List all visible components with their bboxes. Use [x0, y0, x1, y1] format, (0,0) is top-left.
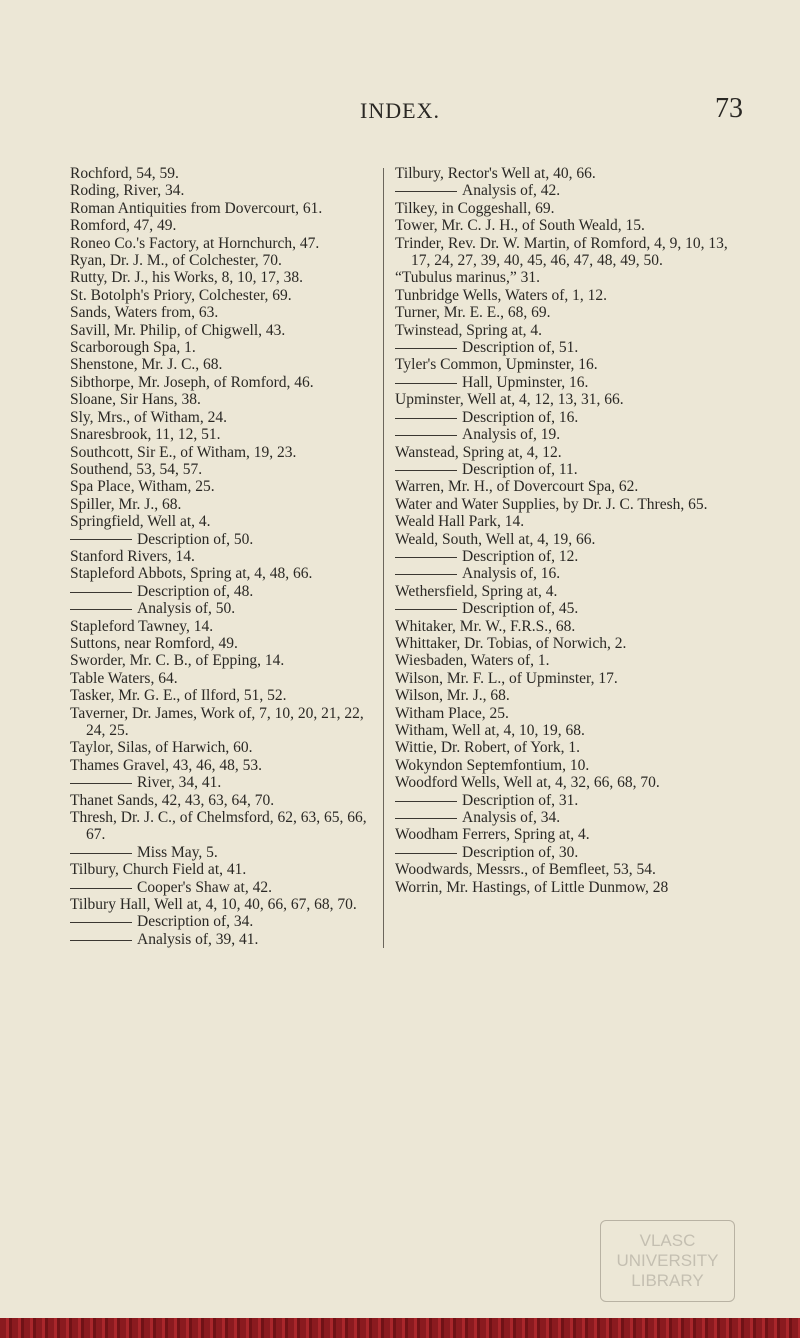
- ditto-dash: [395, 470, 457, 471]
- index-entry-text: Stapleford Abbots, Spring at, 4, 48, 66.: [70, 565, 313, 583]
- index-entry-text: Tilbury Hall, Well at, 4, 10, 40, 66, 67, 68, 70.: [70, 896, 357, 914]
- index-entry-text: Ryan, Dr. J. M., of Colchester, 70.: [70, 252, 282, 270]
- index-entry-text: Tasker, Mr. G. E., of Ilford, 51, 52.: [70, 687, 287, 705]
- ditto-dash: [395, 383, 457, 384]
- index-entry: [395, 426, 740, 443]
- index-entry-text: Analysis of, 39, 41.: [137, 930, 259, 948]
- index-entry-text: Tilbury, Rector's Well at, 40, 66.: [395, 165, 596, 182]
- index-entry-text: Description of, 34.: [137, 913, 254, 931]
- column-divider: [383, 168, 384, 948]
- index-entry-text: Sands, Waters from, 63.: [70, 304, 219, 322]
- index-entry: [70, 600, 370, 617]
- index-entry: [395, 409, 740, 426]
- index-entry: [395, 200, 740, 217]
- ditto-dash: [395, 853, 457, 854]
- index-entry-text: Analysis of, 19.: [462, 426, 561, 444]
- index-entry-text: Description of, 12.: [462, 547, 579, 565]
- index-entry: [70, 565, 370, 582]
- index-entry-text: Weald, South, Well at, 4, 19, 66.: [395, 530, 596, 548]
- index-entry-text: Taverner, Dr. James, Work of, 7, 10, 20, 21, 22, 24, 25.: [70, 704, 364, 739]
- index-entry: [70, 235, 370, 252]
- index-entry-text: Thames Gravel, 43, 46, 48, 53.: [70, 756, 262, 774]
- index-entry: [395, 739, 740, 756]
- ditto-dash: [395, 418, 457, 419]
- binding-edge: [0, 1318, 800, 1338]
- index-entry: [70, 531, 370, 548]
- index-entry: [70, 200, 370, 217]
- index-entry: [395, 809, 740, 826]
- index-entry-text: Worrin, Mr. Hastings, of Little Dunmow, 28: [395, 878, 669, 896]
- index-entry-text: Savill, Mr. Philip, of Chigwell, 43.: [70, 321, 286, 339]
- index-entry-text: Woodham Ferrers, Spring at, 4.: [395, 826, 590, 844]
- index-entry: [70, 252, 370, 269]
- ditto-dash: [395, 818, 457, 819]
- index-entry: [395, 235, 740, 270]
- index-entry: [395, 217, 740, 234]
- index-entry: [395, 496, 740, 513]
- ditto-dash: [395, 801, 457, 802]
- index-entry: [395, 565, 740, 582]
- index-entry-text: Table Waters, 64.: [70, 669, 178, 687]
- index-entry: [70, 861, 370, 878]
- index-entry-text: Woodford Wells, Well at, 4, 32, 66, 68, 70.: [395, 774, 660, 792]
- index-entry: [395, 339, 740, 356]
- index-entry-text: Thresh, Dr. J. C., of Chelmsford, 62, 63, 65, 66, 67.: [70, 809, 367, 844]
- index-entry-text: Shenstone, Mr. J. C., 68.: [70, 356, 223, 374]
- index-entry-text: Description of, 50.: [137, 530, 254, 548]
- stamp-line-2: UNIVERSITY: [616, 1251, 719, 1270]
- index-entry-text: Stapleford Tawney, 14.: [70, 617, 214, 635]
- ditto-dash: [70, 539, 132, 540]
- index-entry-text: Tyler's Common, Upminster, 16.: [395, 356, 598, 374]
- ditto-dash: [70, 609, 132, 610]
- index-entry-text: Roding, River, 34.: [70, 182, 185, 200]
- index-entry-text: Rutty, Dr. J., his Works, 8, 10, 17, 38.: [70, 269, 303, 287]
- index-entry-text: Southcott, Sir E., of Witham, 19, 23.: [70, 443, 297, 461]
- index-entry-text: Wilson, Mr. J., 68.: [395, 687, 510, 705]
- index-entry: [70, 356, 370, 373]
- index-entry: [70, 635, 370, 652]
- index-entry-text: Spiller, Mr. J., 68.: [70, 495, 182, 513]
- index-entry: [70, 339, 370, 356]
- index-entry-text: Description of, 51.: [462, 339, 579, 357]
- index-entry: [70, 896, 370, 913]
- index-entry-text: Taylor, Silas, of Harwich, 60.: [70, 739, 253, 757]
- page-header: [0, 0, 800, 150]
- index-entry: [395, 165, 740, 182]
- ditto-dash: [70, 592, 132, 593]
- index-entry: [395, 652, 740, 669]
- index-entry-text: Description of, 16.: [462, 408, 579, 426]
- index-entry: [70, 217, 370, 234]
- index-entry-text: Upminster, Well at, 4, 12, 13, 31, 66.: [395, 391, 624, 409]
- library-stamp: [600, 1220, 735, 1302]
- index-entry: [70, 444, 370, 461]
- index-entry: [395, 356, 740, 373]
- index-entry-text: Description of, 31.: [462, 791, 579, 809]
- ditto-dash: [395, 557, 457, 558]
- index-entry-text: Wethersfield, Spring at, 4.: [395, 582, 558, 600]
- index-entry-text: Turner, Mr. E. E., 68, 69.: [395, 304, 551, 322]
- index-entry: [395, 269, 740, 286]
- index-entry-text: Wanstead, Spring at, 4, 12.: [395, 443, 562, 461]
- index-entry: [70, 461, 370, 478]
- index-entry-text: Spa Place, Witham, 25.: [70, 478, 215, 496]
- index-entry-text: Whittaker, Dr. Tobias, of Norwich, 2.: [395, 634, 627, 652]
- index-entry: [70, 513, 370, 530]
- index-entry: [70, 792, 370, 809]
- index-entry: [70, 618, 370, 635]
- index-entry-text: Tilbury, Church Field at, 41.: [70, 861, 247, 879]
- index-entry-text: Warren, Mr. H., of Dovercourt Spa, 62.: [395, 478, 639, 496]
- index-entry: [395, 722, 740, 739]
- index-entry-text: Description of, 30.: [462, 843, 579, 861]
- index-entry-text: River, 34, 41.: [137, 774, 222, 792]
- index-entry: [70, 287, 370, 304]
- index-entry-text: Tilkey, in Coggeshall, 69.: [395, 199, 555, 217]
- index-entry-text: Description of, 48.: [137, 582, 254, 600]
- index-entry-text: Thanet Sands, 42, 43, 63, 64, 70.: [70, 791, 275, 809]
- index-entry: [70, 409, 370, 426]
- index-entry: [70, 304, 370, 321]
- index-entry: [70, 374, 370, 391]
- stamp-line-3: LIBRARY: [631, 1271, 704, 1290]
- index-entry: [395, 304, 740, 321]
- index-entry-text: Tower, Mr. C. J. H., of South Weald, 15.: [395, 217, 645, 235]
- index-entry: [395, 705, 740, 722]
- index-entry: [395, 861, 740, 878]
- index-entry: [395, 670, 740, 687]
- index-entry-text: Whitaker, Mr. W., F.R.S., 68.: [395, 617, 576, 635]
- index-entry-text: Analysis of, 50.: [137, 600, 236, 618]
- index-entry-text: Romford, 47, 49.: [70, 217, 177, 235]
- index-entry: [395, 583, 740, 600]
- index-entry: [395, 826, 740, 843]
- index-entry-text: Cooper's Shaw at, 42.: [137, 878, 272, 896]
- stamp-line-1: VLASC: [639, 1231, 696, 1250]
- index-entry: [70, 705, 370, 740]
- index-entry-text: Hall, Upminster, 16.: [462, 373, 589, 391]
- index-entry: [70, 391, 370, 408]
- index-entry: [395, 618, 740, 635]
- ditto-dash: [70, 922, 132, 923]
- page-number: 73: [715, 93, 743, 124]
- index-entry-text: Springfield, Well at, 4.: [70, 513, 211, 531]
- index-entry-text: Wokyndon Septemfontium, 10.: [395, 756, 590, 774]
- index-entry: [395, 844, 740, 861]
- index-entry: [395, 757, 740, 774]
- index-entry: [70, 774, 370, 791]
- index-entry: [395, 513, 740, 530]
- index-entry-text: Sloane, Sir Hans, 38.: [70, 391, 201, 409]
- index-column-left: [70, 165, 370, 948]
- index-entry: [395, 635, 740, 652]
- index-entry-text: Weald Hall Park, 14.: [395, 513, 525, 531]
- index-entry: [395, 287, 740, 304]
- ditto-dash: [70, 853, 132, 854]
- index-entry: [70, 583, 370, 600]
- index-entry: [395, 374, 740, 391]
- index-entry: [70, 757, 370, 774]
- index-entry: [395, 792, 740, 809]
- index-entry: [395, 531, 740, 548]
- index-entry-text: Miss May, 5.: [137, 843, 218, 861]
- index-entry: [70, 739, 370, 756]
- index-entry: [70, 322, 370, 339]
- index-entry-text: Roman Antiquities from Dovercourt, 61.: [70, 199, 323, 217]
- index-entry-text: Analysis of, 34.: [462, 809, 561, 827]
- index-entry-text: Wilson, Mr. F. L., of Upminster, 17.: [395, 669, 618, 687]
- index-entry-text: Analysis of, 16.: [462, 565, 561, 583]
- index-entry: [70, 652, 370, 669]
- index-entry-text: Description of, 11.: [462, 460, 578, 478]
- index-entry: [70, 809, 370, 844]
- index-entry-text: Witham, Well at, 4, 10, 19, 68.: [395, 722, 585, 739]
- index-entry: [395, 478, 740, 495]
- index-entry-text: Trinder, Rev. Dr. W. Martin, of Romford, 4, 9, 10, 13, 17, 24, 27, 39, 40, 45, 46, 47, 48, 49, 50.: [395, 234, 728, 270]
- index-entry-text: “Tubulus marinus,” 31.: [395, 269, 540, 287]
- index-entry-text: Stanford Rivers, 14.: [70, 547, 195, 565]
- index-entry-text: Witham Place, 25.: [395, 704, 509, 722]
- index-entry-text: Wiesbaden, Waters of, 1.: [395, 652, 550, 670]
- index-entry: [70, 269, 370, 286]
- index-entry-text: Water and Water Supplies, by Dr. J. C. Thresh, 65.: [395, 495, 708, 513]
- index-entry: [70, 182, 370, 199]
- index-entry-text: St. Botolph's Priory, Colchester, 69.: [70, 286, 292, 304]
- index-entry: [70, 931, 370, 948]
- index-entry-text: Suttons, near Romford, 49.: [70, 634, 238, 652]
- index-entry: [395, 774, 740, 791]
- index-entry: [395, 687, 740, 704]
- index-entry: [395, 600, 740, 617]
- index-entry-text: Southend, 53, 54, 57.: [70, 460, 203, 478]
- index-entry: [70, 496, 370, 513]
- index-entry: [395, 548, 740, 565]
- index-entry-text: Sworder, Mr. C. B., of Epping, 14.: [70, 652, 285, 670]
- index-entry: [395, 879, 740, 896]
- ditto-dash: [395, 191, 457, 192]
- ditto-dash: [70, 783, 132, 784]
- index-entry: [395, 461, 740, 478]
- index-entry-text: Analysis of, 42.: [462, 182, 561, 200]
- index-entry-text: Tunbridge Wells, Waters of, 1, 12.: [395, 286, 608, 304]
- index-entry: [395, 182, 740, 199]
- ditto-dash: [70, 888, 132, 889]
- index-entry-text: Rochford, 54, 59.: [70, 165, 179, 182]
- index-entry-text: Wittie, Dr. Robert, of York, 1.: [395, 739, 580, 757]
- ditto-dash: [395, 435, 457, 436]
- ditto-dash: [395, 609, 457, 610]
- index-entry: [70, 844, 370, 861]
- index-entry: [395, 322, 740, 339]
- index-column-right: [395, 165, 740, 896]
- index-entry: [70, 426, 370, 443]
- page-title: INDEX.: [360, 98, 440, 123]
- index-entry: [395, 391, 740, 408]
- index-entry: [70, 879, 370, 896]
- index-entry-text: Description of, 45.: [462, 600, 579, 618]
- index-entry: [70, 670, 370, 687]
- index-entry-text: Snaresbrook, 11, 12, 51.: [70, 426, 221, 444]
- index-entry-text: Twinstead, Spring at, 4.: [395, 321, 543, 339]
- index-entry-text: Sly, Mrs., of Witham, 24.: [70, 408, 227, 426]
- index-entry-text: Sibthorpe, Mr. Joseph, of Romford, 46.: [70, 373, 314, 391]
- ditto-dash: [395, 574, 457, 575]
- index-entry: [70, 913, 370, 930]
- index-entry-text: Woodwards, Messrs., of Bemfleet, 53, 54.: [395, 861, 656, 879]
- index-entry: [70, 478, 370, 495]
- index-entry: [395, 444, 740, 461]
- index-entry: [70, 548, 370, 565]
- ditto-dash: [395, 348, 457, 349]
- index-entry: [70, 687, 370, 704]
- ditto-dash: [70, 940, 132, 941]
- index-entry-text: Roneo Co.'s Factory, at Hornchurch, 47.: [70, 234, 320, 252]
- index-entry: [70, 165, 370, 182]
- index-entry-text: Scarborough Spa, 1.: [70, 339, 196, 357]
